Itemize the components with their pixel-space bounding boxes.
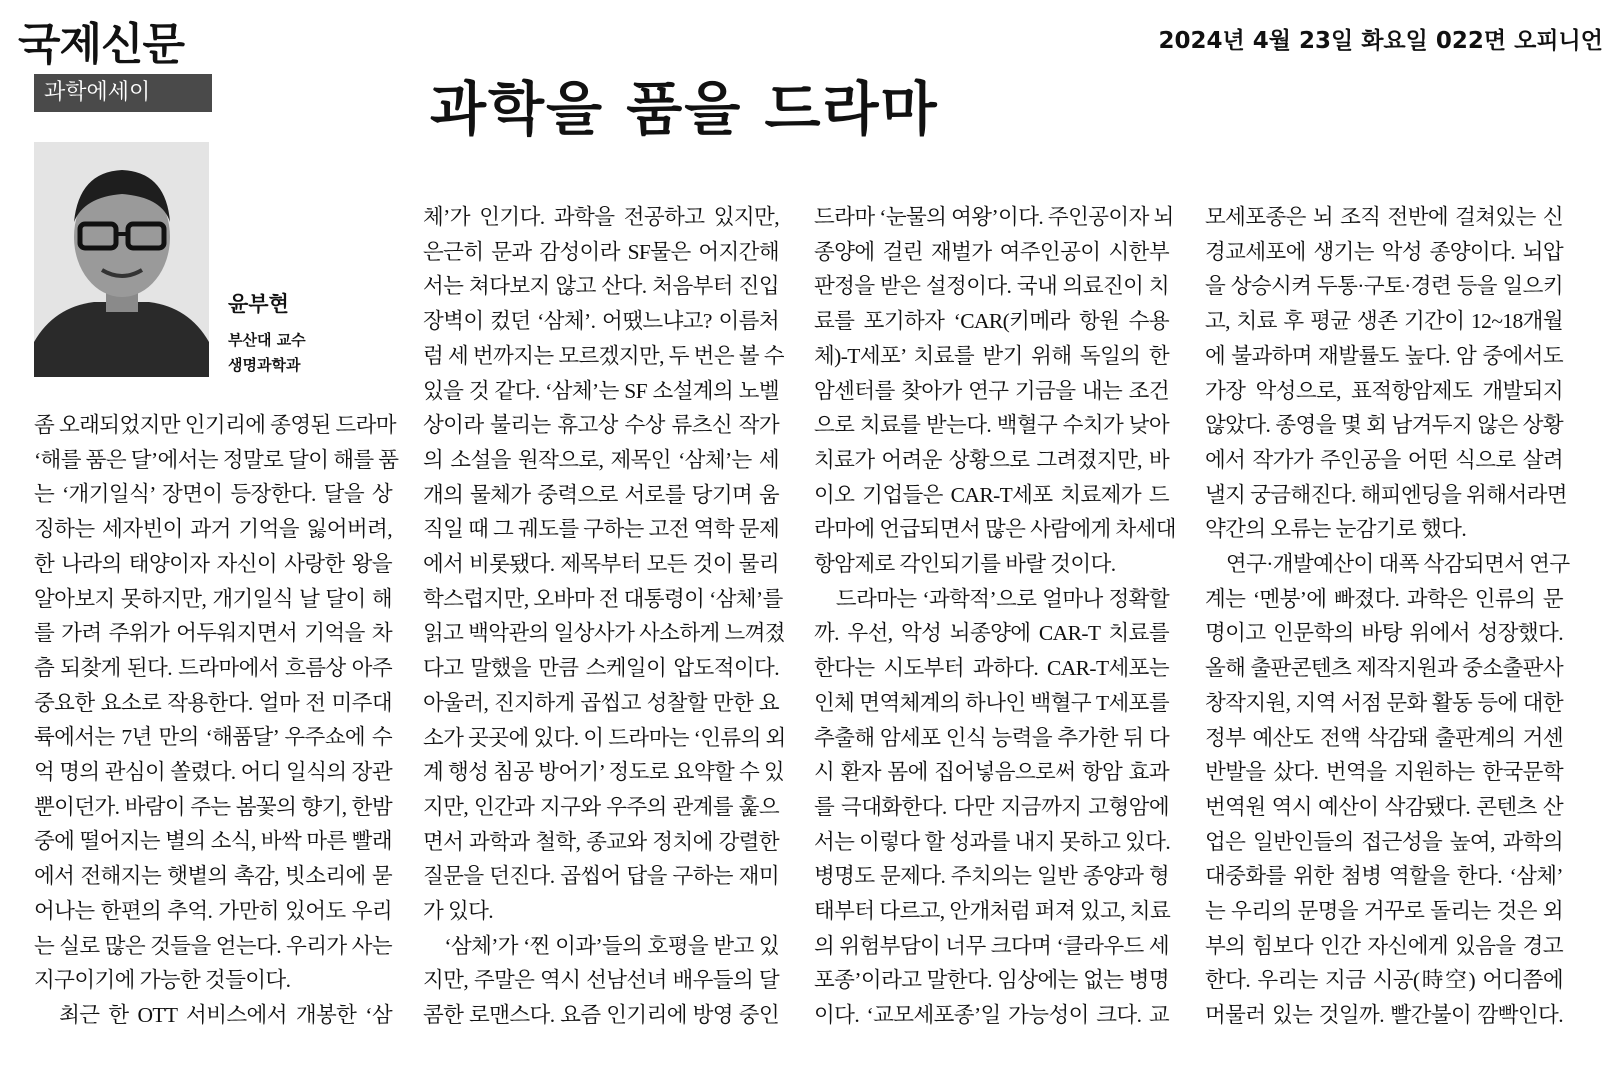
article-line: 뿐이던가. 바람이 주는 봄꽃의 향기, 한밤 [34,794,392,819]
article-line: 를 극대화한다. 다만 지금까지 고형암에 [814,794,1169,819]
article-line: 계 행성 침공 방어기’ 정도로 요약할 수 있 [423,760,785,785]
author-department: 생명과학과 [228,356,301,374]
article-line: 병명도 문제다. 주치의는 일반 종양과 형 [814,864,1169,889]
article-line: 상이라 불리는 휴고상 수상 류츠신 작가 [423,413,779,438]
article-line: 어나는 한편의 추억. 가만히 있어도 우리 [34,898,392,923]
article-line: 지만, 주말은 역시 선남선녀 배우들의 달 [423,968,779,993]
article-line: 는 우리의 문명을 거꾸로 돌리는 것은 외 [1205,899,1563,924]
author-affiliation: 부산대 교수 [228,331,306,349]
article-line: 지구이기에 가능한 것들이다. [34,968,291,993]
article-line: 으로 치료를 받는다. 백혈구 수치가 낮아 [814,413,1169,438]
article-line: 까. 우선, 악성 뇌종양에 CAR-T 치료를 [814,621,1169,646]
article-line: 판정을 받은 설정이다. 국내 의료진이 치 [814,274,1169,299]
article-line: 알아보지 못하지만, 개기일식 날 달이 해 [34,586,392,611]
author-name: 윤부현 [228,292,289,316]
article-line: 종양에 걸린 재벌가 여주인공이 시한부 [814,239,1169,264]
article-line: 럼 세 번까지는 모르겠지만, 두 번은 볼 수 [423,343,784,368]
article-line: 을 상승시켜 두통·구토·경련 등을 일으키 [1205,274,1563,299]
author-byline [228,288,306,378]
article-line: 가장 악성으로, 표적항암제도 개발되지 [1205,378,1563,403]
article-line: 정부 예산도 전액 삭감돼 출판계의 거센 [1205,725,1563,750]
article-line: 개의 물체가 중력으로 서로를 당기며 움 [423,482,779,507]
article-line: 머물러 있는 것일까. 빨간불이 깜빡인다. [1205,1003,1563,1028]
article-line: 최근 한 OTT 서비스에서 개봉한 ‘삼 [34,1002,392,1027]
article-line: 창작지원, 지역 서점 문화 활동 등에 대한 [1205,690,1563,715]
article-line: 한 나라의 태양이자 자신이 사랑한 왕을 [34,551,392,576]
article-line: 학스럽지만, 오바마 전 대통령이 ‘삼체’를 [423,586,783,611]
article-line: ‘해를 품은 달’에서는 정말로 달이 해를 품 [34,447,399,472]
article-line: 가 있다. [423,899,494,924]
article-line: 의 소설을 원작으로, 제목인 ‘삼체’는 세 [423,447,779,472]
headline: 과학을 품을 드라마 [430,75,939,143]
article-line: 콤한 로맨스다. 요즘 인기리에 방영 중인 [423,1003,779,1028]
article-line: 있을 것 같다. ‘삼체’는 SF 소설계의 노벨 [423,378,779,403]
article-line: 억 명의 관심이 쏠렸다. 어디 일식의 장관 [34,760,392,785]
article-line: 라마에 언급되면서 많은 사람에게 차세대 [814,517,1176,542]
article-line: 읽고 백악관의 일상사가 사소하게 느껴졌 [423,621,785,646]
article-line: 는 실로 많은 것들을 얻는다. 우리가 사는 [34,933,392,958]
article-line: 추출해 암세포 인식 능력을 추가한 뒤 다 [814,725,1169,750]
author-photo [34,142,209,377]
article-line: 드라마 ‘눈물의 여왕’이다. 주인공이자 뇌 [814,205,1174,229]
article-line: 소가 곳곳에 있다. 이 드라마는 ‘인류의 외 [423,725,786,750]
article-column-3 [814,200,1176,1033]
article-column-4 [1205,200,1570,1033]
article-line: 모세포종은 뇌 조직 전반에 걸쳐있는 신 [1205,205,1563,229]
article-line: 징하는 세자빈이 과거 기억을 잃어버려, [34,517,392,542]
dateline: 2024년 4월 23일 화요일 022면 오피니언 [1158,28,1603,54]
newspaper-masthead: 국제신문 [18,19,185,70]
article-line: 업은 일반인들의 접근성을 높여, 과학의 [1205,829,1563,854]
article-line: 에서 비롯됐다. 제목부터 모든 것이 물리 [423,552,779,577]
article-column-1 [34,408,399,1033]
article-line: 이다. ‘교모세포종’일 가능성이 크다. 교 [814,1003,1169,1028]
article-line: 이오 기업들은 CAR-T세포 치료제가 드 [814,482,1169,507]
article-line: 드라마는 ‘과학적’으로 얼마나 정확할 [814,586,1169,611]
article-line: 계는 ‘멘붕’에 빠졌다. 과학은 인류의 문 [1205,586,1563,611]
article-line: 인체 면역체계의 하나인 백혈구 T세포를 [814,690,1169,715]
article-line: 면서 과학과 철학, 종교와 정치에 강렬한 [423,829,779,854]
section-tag: 과학에세이 [34,74,212,112]
article-line: 시 환자 몸에 집어넣음으로써 항암 효과 [814,760,1169,785]
article-line: 에 불과하며 재발률도 높다. 암 중에서도 [1205,343,1563,368]
article-line: 올해 출판콘텐츠 제작지원과 중소출판사 [1205,656,1563,681]
article-line: 약간의 오류는 눈감기로 했다. [1205,517,1467,542]
article-line: 암센터를 찾아가 연구 기금을 내는 조건 [814,378,1169,403]
article-line: 번역원 역시 예산이 삭감됐다. 콘텐츠 산 [1205,794,1563,819]
article-line: 에서 전해지는 햇볕의 촉감, 빗소리에 묻 [34,864,392,889]
article-column-2 [423,200,786,1033]
article-line: 서는 쳐다보지 않고 산다. 처음부터 진입 [423,274,779,299]
article-line: 를 가려 주위가 어두워지면서 기억을 차 [34,621,392,646]
article-line: 부의 힘보다 인간 자신에게 있음을 경고 [1205,933,1563,958]
article-line: 지만, 인간과 지구와 우주의 관계를 훑으 [423,794,779,819]
article-line: 경교세포에 생기는 악성 종양이다. 뇌압 [1205,239,1563,264]
article-line: 질문을 던진다. 곱씹어 답을 구하는 재미 [423,864,779,889]
article-line: 다고 말했을 만큼 스케일이 압도적이다. [423,656,779,681]
article-line: 포종’이라고 말한다. 임상에는 없는 병명 [814,968,1169,993]
article-line: 좀 오래되었지만 인기리에 종영된 드라마 [34,413,396,437]
article-line: 한다. 우리는 지금 시공(時空) 어디쯤에 [1205,968,1563,993]
article-line: 연구·개발예산이 대폭 삭감되면서 연구 [1205,552,1570,577]
article-line: 료를 포기하자 ‘CAR(키메라 항원 수용 [814,309,1169,334]
article-line: 의 위험부담이 너무 크다며 ‘클라우드 세 [814,933,1169,958]
article-line: 츰 되찾게 된다. 드라마에서 흐름상 아주 [34,655,392,680]
article-line: 은근히 문과 감성이라 SF물은 어지간해 [423,239,779,264]
article-line: 명이고 인문학의 바탕 위에서 성장했다. [1205,621,1563,646]
article-line: 대중화를 위한 첨병 역할을 한다. ‘삼체’ [1205,864,1563,889]
article-line: 에서 작가가 주인공을 어떤 식으로 살려 [1205,447,1563,472]
article-line: 체’가 인기다. 과학을 전공하고 있지만, [423,205,779,229]
article-line: 중에 떨어지는 별의 소식, 바싹 마른 빨래 [34,829,392,854]
article-line: 중요한 요소로 작용한다. 얼마 전 미주대 [34,690,392,715]
article-line: 한다는 시도부터 과하다. CAR-T세포는 [814,656,1169,681]
article-line: 고, 치료 후 평균 생존 기간이 12~18개월 [1205,309,1563,334]
article-line: 낼지 궁금해진다. 해피엔딩을 위해서라면 [1205,482,1567,507]
article-line: 치료가 어려운 상황으로 그려졌지만, 바 [814,447,1169,472]
article-line: 직일 때 그 궤도를 구하는 고전 역학 문제 [423,517,780,542]
article-line: 반발을 샀다. 번역을 지원하는 한국문학 [1205,760,1563,785]
article-line: 태부터 다르고, 안개처럼 퍼져 있고, 치료 [814,899,1171,924]
article-line: 아울러, 진지하게 곱씹고 성찰할 만한 요 [423,690,779,715]
article-line: 장벽이 컸던 ‘삼체’. 어땠느냐고? 이름처 [423,309,779,334]
article-line: ‘삼체’가 ‘찐 이과’들의 호평을 받고 있 [423,933,779,958]
article-line: 는 ‘개기일식’ 장면이 등장한다. 달을 상 [34,482,392,507]
article-line: 서는 이렇다 할 성과를 내지 못하고 있다. [814,829,1171,854]
article-line: 항암제로 각인되기를 바랄 것이다. [814,552,1116,577]
article-line: 체)-T세포’ 치료를 받기 위해 독일의 한 [814,343,1169,368]
article-line: 륙에서는 7년 만의 ‘해품달’ 우주쇼에 수 [34,725,392,750]
article-line: 않았다. 종영을 몇 회 남겨두지 않은 상황 [1205,413,1563,438]
